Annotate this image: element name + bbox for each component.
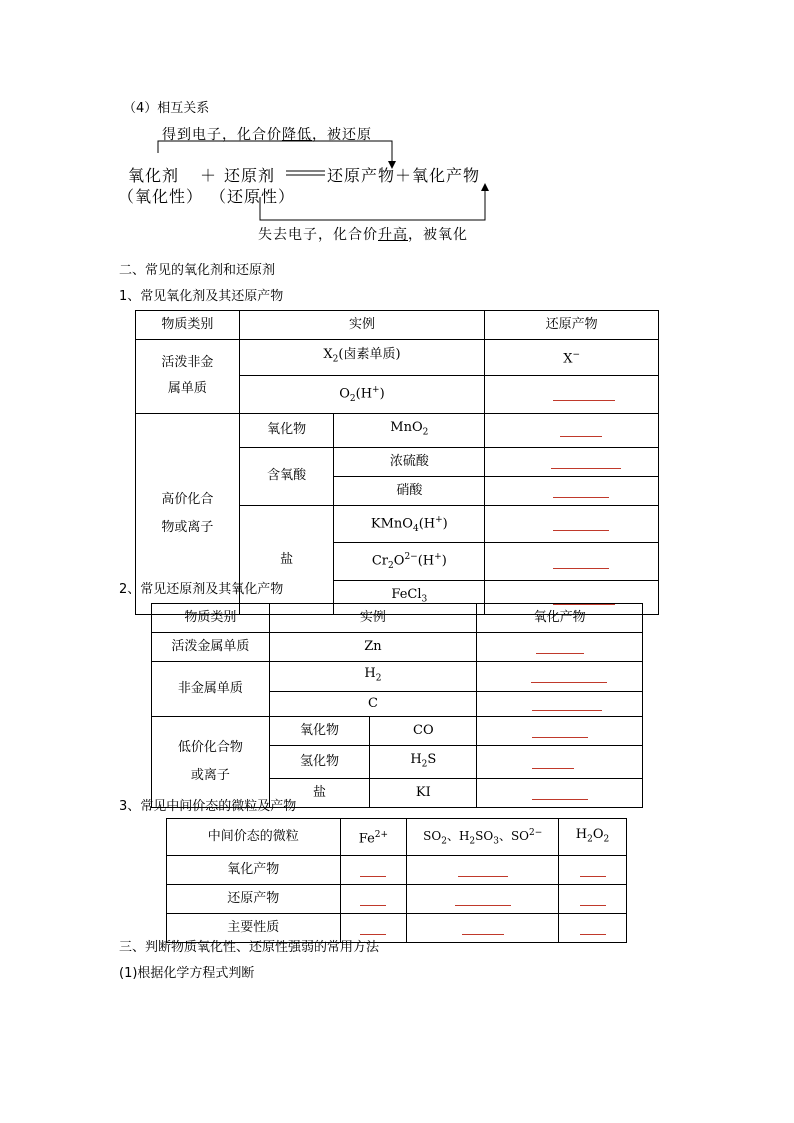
answer-blank[interactable] xyxy=(559,885,627,914)
reductant-table xyxy=(151,603,643,808)
category-nonmetal: 非金属单质 xyxy=(152,662,270,717)
answer-blank[interactable] xyxy=(477,779,643,808)
example-o2: $O_2(H^+)$ xyxy=(239,376,485,414)
reductant-property: （还原性） xyxy=(210,187,296,206)
example-x2: $X_2$(卤素单质) xyxy=(239,340,485,376)
answer-blank[interactable] xyxy=(559,856,627,885)
row-oxidation-product: 氧化产物 xyxy=(167,856,341,885)
answer-blank[interactable] xyxy=(485,543,659,581)
products-label: 还原产物＋氧化产物 xyxy=(327,166,481,185)
answer-blank[interactable] xyxy=(485,447,659,476)
example-conc-h2so4: 浓硫酸 xyxy=(334,447,485,476)
answer-blank[interactable] xyxy=(559,914,627,943)
example-mno2: MnO$_2$ xyxy=(334,413,485,447)
header-category: 物质类别 xyxy=(152,604,270,633)
example-fecl3: FeCl$_3$ xyxy=(334,581,485,615)
gain-electron-label: 得到电子，化合价降低，被还原 xyxy=(162,127,372,143)
subcategory-salt: 盐 xyxy=(269,779,370,808)
example-ki: KI xyxy=(370,779,477,808)
subcategory-oxide: 氧化物 xyxy=(239,413,334,447)
header-fe2: $Fe^{2+}$ xyxy=(340,819,407,856)
plus-sign: ＋ xyxy=(200,166,218,185)
answer-blank[interactable] xyxy=(477,716,643,745)
example-co: CO xyxy=(370,716,477,745)
header-h2o2: $H_2O_2$ xyxy=(559,819,627,856)
answer-blank[interactable] xyxy=(477,745,643,779)
answer-blank[interactable] xyxy=(485,476,659,505)
example-h2s: $H_2S$ xyxy=(370,745,477,779)
subcategory-salt: 盐 xyxy=(239,505,334,614)
subcategory-oxyacid: 含氧酸 xyxy=(239,447,334,505)
category-low-valence: 低价化合物 或离子 xyxy=(152,716,270,808)
row-reduction-product: 还原产物 xyxy=(167,885,341,914)
subheading-2: 2、常见还原剂及其氧化产物 xyxy=(119,582,284,597)
answer-blank[interactable] xyxy=(485,413,659,447)
subcategory-oxide: 氧化物 xyxy=(269,716,370,745)
example-hno3: 硝酸 xyxy=(334,476,485,505)
category-active-nonmetal: 活泼非金 属单质 xyxy=(136,340,240,414)
answer-blank[interactable] xyxy=(407,885,559,914)
answer-blank[interactable] xyxy=(485,505,659,543)
section4-title: （4）相互关系 xyxy=(123,101,210,116)
answer-blank[interactable] xyxy=(407,914,559,943)
heading-2: 二、常见的氧化剂和还原剂 xyxy=(119,263,276,278)
example-cr2o7: $Cr_2O^{2-}(H^+)$ xyxy=(334,543,485,581)
answer-blank[interactable] xyxy=(485,376,659,414)
answer-blank[interactable] xyxy=(340,885,407,914)
reductant-label: 还原剂 xyxy=(224,166,276,185)
subcategory-hydride: 氢化物 xyxy=(269,745,370,779)
oxidant-label: 氧化剂 xyxy=(128,166,180,185)
subheading-3: 3、常见中间价态的微粒及产物 xyxy=(119,799,297,814)
oxidant-table xyxy=(135,310,659,615)
answer-blank[interactable] xyxy=(477,691,643,716)
row-main-property: 主要性质 xyxy=(167,914,341,943)
category-active-metal: 活泼金属单质 xyxy=(152,633,270,662)
answer-blank[interactable] xyxy=(340,856,407,885)
header-category: 物质类别 xyxy=(136,311,240,340)
oxidant-property: （氧化性） xyxy=(118,187,204,206)
header-species: 中间价态的微粒 xyxy=(167,819,341,856)
subheading-4: (1)根据化学方程式判断 xyxy=(119,966,255,981)
answer-blank[interactable] xyxy=(477,662,643,692)
product-x-minus: X− xyxy=(485,340,659,376)
lose-electron-label: 失去电子，化合价升高，被氧化 xyxy=(258,227,468,243)
heading-3: 三、判断物质氧化性、还原性强弱的常用方法 xyxy=(119,940,380,955)
subheading-1: 1、常见氧化剂及其还原产物 xyxy=(119,289,284,304)
answer-blank[interactable] xyxy=(477,633,643,662)
example-kmno4: KMnO$_4$(H+) xyxy=(334,505,485,543)
category-high-valence: 高价化合 物或离子 xyxy=(136,413,240,614)
example-h2: $H_2$ xyxy=(269,662,477,692)
example-c: C xyxy=(269,691,477,716)
header-example: 实例 xyxy=(269,604,477,633)
header-sulfur-species: $SO_2$、$H_2SO_3$、$SO^{2-}$ xyxy=(407,819,559,856)
intermediate-table xyxy=(166,818,627,943)
example-zn: Zn xyxy=(269,633,477,662)
answer-blank[interactable] xyxy=(407,856,559,885)
header-example: 实例 xyxy=(239,311,485,340)
header-product: 还原产物 xyxy=(485,311,659,340)
header-product: 氧化产物 xyxy=(477,604,643,633)
